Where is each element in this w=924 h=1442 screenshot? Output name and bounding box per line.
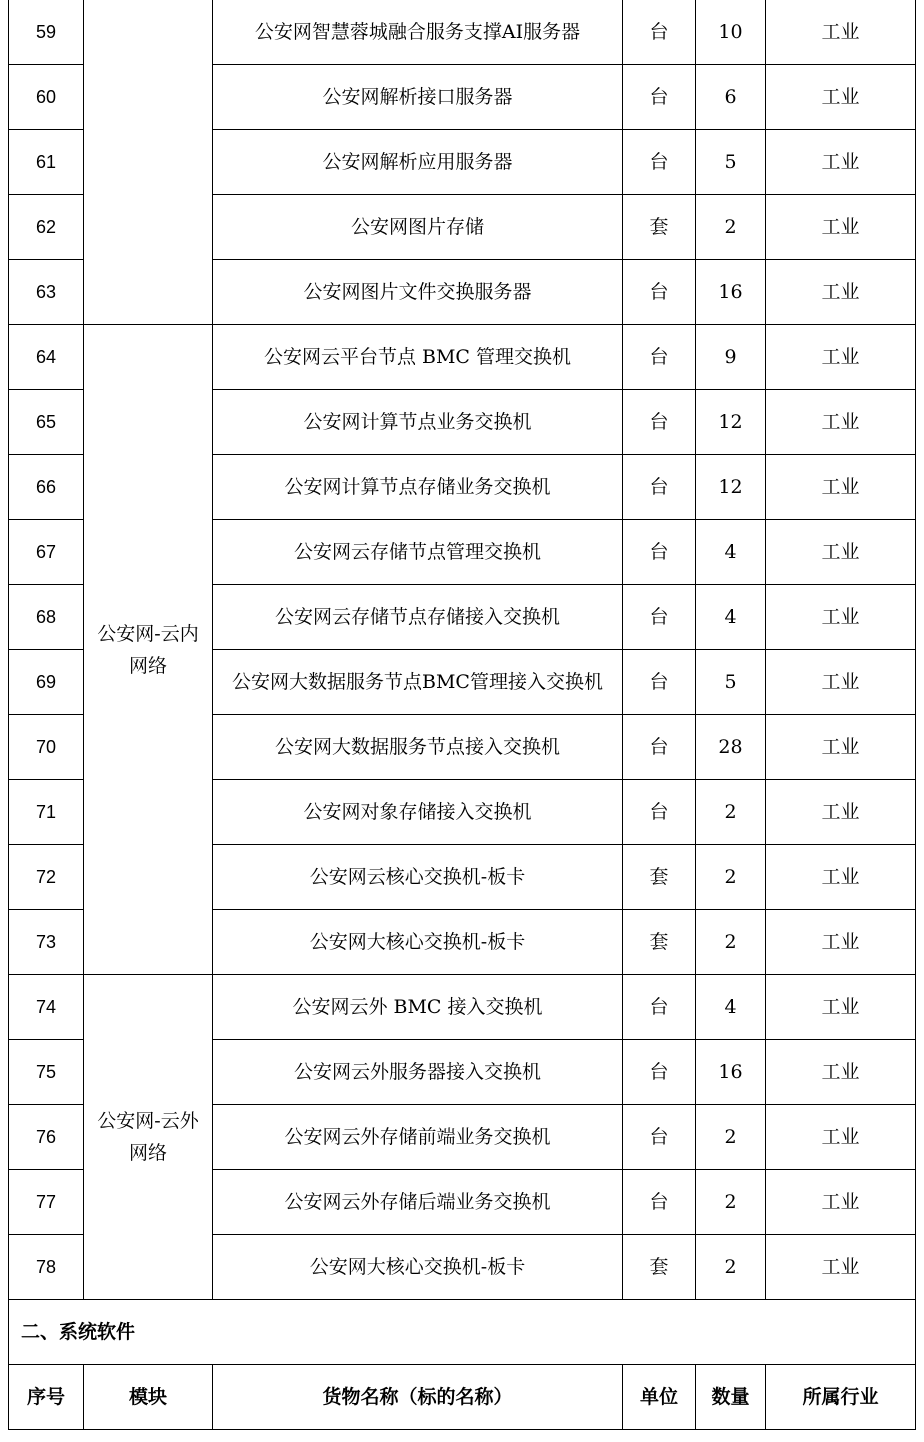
quantity: 2	[696, 195, 766, 260]
quantity: 16	[696, 1040, 766, 1105]
goods-name: 公安网图片存储	[213, 195, 623, 260]
unit: 台	[623, 1040, 696, 1105]
quantity: 4	[696, 585, 766, 650]
industry: 工业	[766, 65, 916, 130]
row-number: 61	[9, 130, 84, 195]
goods-name: 公安网云平台节点 BMC 管理交换机	[213, 325, 623, 390]
row-number: 78	[9, 1235, 84, 1300]
unit: 台	[623, 325, 696, 390]
goods-name: 公安网大核心交换机-板卡	[213, 910, 623, 975]
module-cell: 公安网-云外网络	[84, 975, 213, 1300]
module-cell: 公安网-云内网络	[84, 325, 213, 975]
row-number: 65	[9, 390, 84, 455]
goods-name: 公安网云存储节点存储接入交换机	[213, 585, 623, 650]
goods-name: 公安网云外存储后端业务交换机	[213, 1170, 623, 1235]
industry: 工业	[766, 910, 916, 975]
unit: 台	[623, 455, 696, 520]
row-number: 70	[9, 715, 84, 780]
quantity: 16	[696, 260, 766, 325]
quantity: 9	[696, 325, 766, 390]
goods-name: 公安网大数据服务节点BMC管理接入交换机	[213, 650, 623, 715]
goods-name: 公安网图片文件交换服务器	[213, 260, 623, 325]
table-row	[9, 325, 916, 390]
quantity: 2	[696, 1170, 766, 1235]
quantity: 4	[696, 975, 766, 1040]
row-number: 76	[9, 1105, 84, 1170]
unit: 台	[623, 585, 696, 650]
unit: 台	[623, 65, 696, 130]
unit: 台	[623, 520, 696, 585]
unit: 套	[623, 1235, 696, 1300]
goods-name: 公安网计算节点存储业务交换机	[213, 455, 623, 520]
quantity: 4	[696, 520, 766, 585]
industry: 工业	[766, 1235, 916, 1300]
goods-name: 公安网云核心交换机-板卡	[213, 845, 623, 910]
header-module: 模块	[84, 1365, 213, 1430]
unit: 台	[623, 130, 696, 195]
goods-name: 公安网云外服务器接入交换机	[213, 1040, 623, 1105]
row-number: 59	[9, 0, 84, 65]
goods-name: 公安网云存储节点管理交换机	[213, 520, 623, 585]
row-number: 66	[9, 455, 84, 520]
quantity: 28	[696, 715, 766, 780]
row-number: 71	[9, 780, 84, 845]
goods-name: 公安网智慧蓉城融合服务支撑AI服务器	[213, 0, 623, 65]
unit: 套	[623, 195, 696, 260]
table-row	[9, 0, 916, 65]
unit: 台	[623, 650, 696, 715]
goods-table	[8, 0, 916, 1430]
quantity: 2	[696, 845, 766, 910]
row-number: 73	[9, 910, 84, 975]
goods-name: 公安网对象存储接入交换机	[213, 780, 623, 845]
unit: 台	[623, 715, 696, 780]
industry: 工业	[766, 585, 916, 650]
row-number: 69	[9, 650, 84, 715]
quantity: 10	[696, 0, 766, 65]
row-number: 60	[9, 65, 84, 130]
industry: 工业	[766, 1040, 916, 1105]
row-number: 72	[9, 845, 84, 910]
industry: 工业	[766, 455, 916, 520]
unit: 台	[623, 260, 696, 325]
quantity: 5	[696, 130, 766, 195]
unit: 台	[623, 975, 696, 1040]
goods-name: 公安网云外 BMC 接入交换机	[213, 975, 623, 1040]
goods-name: 公安网云外存储前端业务交换机	[213, 1105, 623, 1170]
header-quantity: 数量	[696, 1365, 766, 1430]
quantity: 6	[696, 65, 766, 130]
row-number: 62	[9, 195, 84, 260]
row-number: 63	[9, 260, 84, 325]
goods-name: 公安网解析应用服务器	[213, 130, 623, 195]
quantity: 5	[696, 650, 766, 715]
industry: 工业	[766, 975, 916, 1040]
unit: 台	[623, 1105, 696, 1170]
quantity: 2	[696, 1105, 766, 1170]
industry: 工业	[766, 1105, 916, 1170]
unit: 套	[623, 845, 696, 910]
quantity: 12	[696, 390, 766, 455]
industry: 工业	[766, 715, 916, 780]
row-number: 64	[9, 325, 84, 390]
header-no: 序号	[9, 1365, 84, 1430]
table-header-row	[9, 1365, 916, 1430]
goods-name: 公安网大核心交换机-板卡	[213, 1235, 623, 1300]
industry: 工业	[766, 1170, 916, 1235]
unit: 台	[623, 1170, 696, 1235]
industry: 工业	[766, 390, 916, 455]
industry: 工业	[766, 780, 916, 845]
industry: 工业	[766, 520, 916, 585]
industry: 工业	[766, 845, 916, 910]
goods-name: 公安网大数据服务节点接入交换机	[213, 715, 623, 780]
module-cell-empty	[84, 0, 213, 325]
industry: 工业	[766, 130, 916, 195]
quantity: 2	[696, 780, 766, 845]
table-row	[9, 975, 916, 1040]
row-number: 67	[9, 520, 84, 585]
industry: 工业	[766, 260, 916, 325]
quantity: 2	[696, 910, 766, 975]
unit: 台	[623, 780, 696, 845]
row-number: 68	[9, 585, 84, 650]
section-row	[9, 1300, 916, 1365]
unit: 台	[623, 390, 696, 455]
section-title: 二、系统软件	[9, 1300, 916, 1365]
goods-name: 公安网解析接口服务器	[213, 65, 623, 130]
header-industry: 所属行业	[766, 1365, 916, 1430]
unit: 套	[623, 910, 696, 975]
quantity: 12	[696, 455, 766, 520]
row-number: 74	[9, 975, 84, 1040]
row-number: 75	[9, 1040, 84, 1105]
goods-name: 公安网计算节点业务交换机	[213, 390, 623, 455]
header-goods-name: 货物名称（标的名称）	[213, 1365, 623, 1430]
industry: 工业	[766, 0, 916, 65]
row-number: 77	[9, 1170, 84, 1235]
industry: 工业	[766, 325, 916, 390]
quantity: 2	[696, 1235, 766, 1300]
industry: 工业	[766, 650, 916, 715]
industry: 工业	[766, 195, 916, 260]
header-unit: 单位	[623, 1365, 696, 1430]
unit: 台	[623, 0, 696, 65]
